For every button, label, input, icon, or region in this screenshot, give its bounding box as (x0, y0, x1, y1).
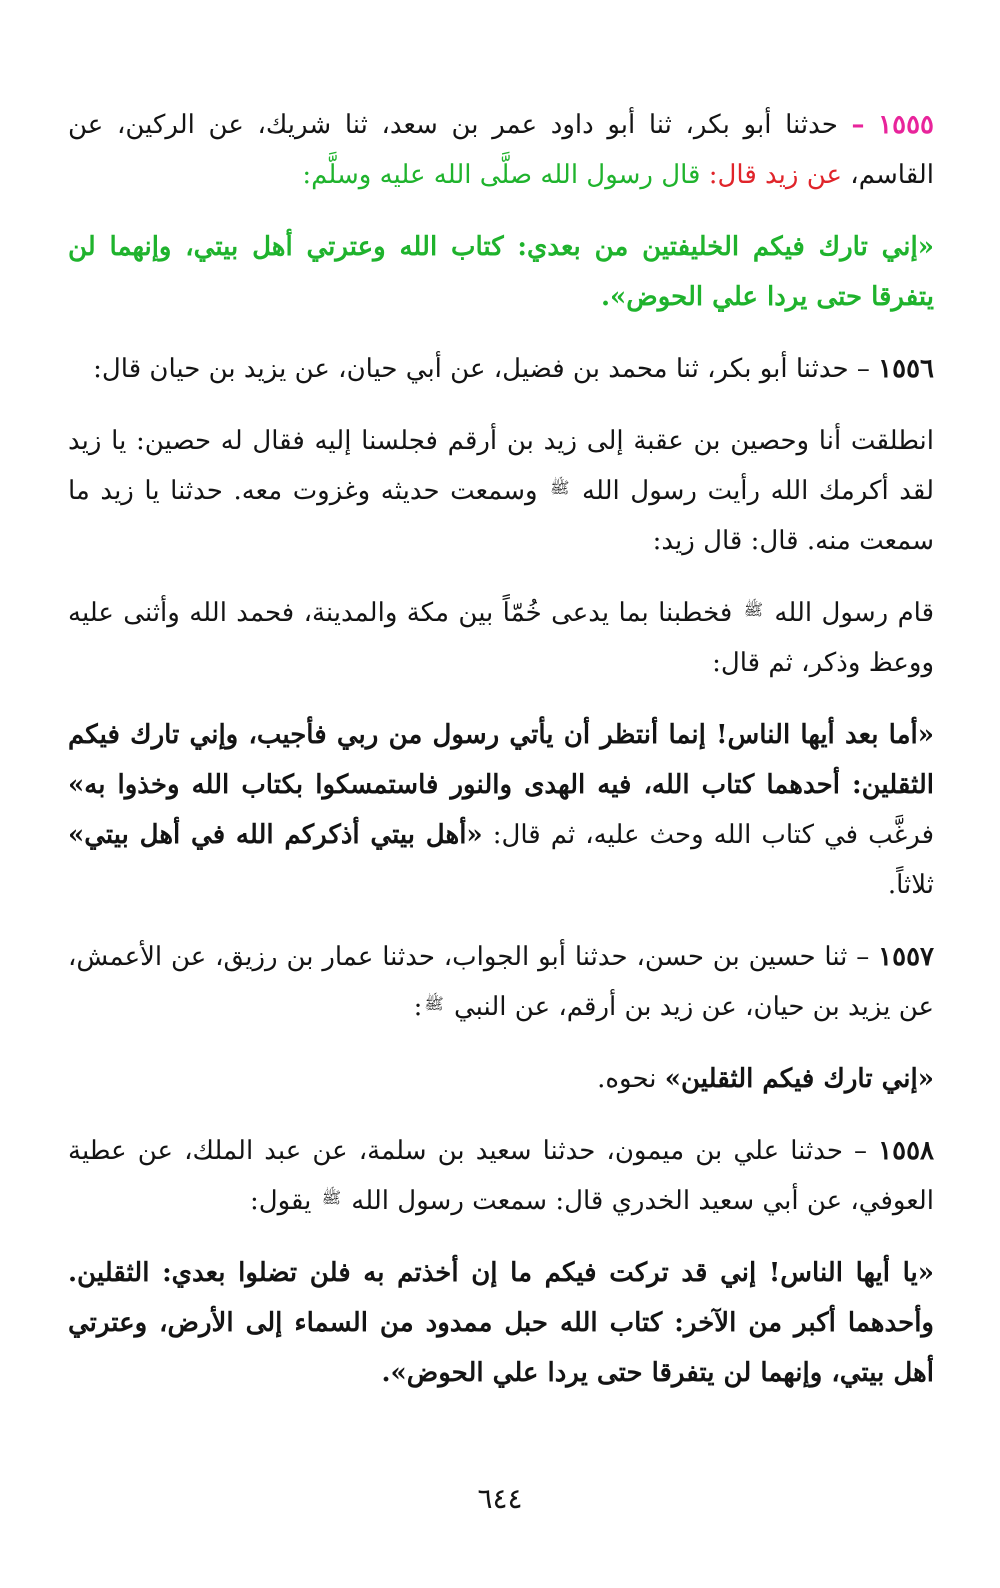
matn-narration: ثلاثاً. (887, 870, 934, 900)
colon: : (413, 992, 423, 1022)
isnad-text: – حدثنا علي بن ميمون، حدثنا سعيد بن سلمة، عن عبد الملك، عن عطية العوفي، عن أبي سعيد الخدري قال: سمعت رسول الله (68, 1136, 934, 1216)
hadith-number: ١٥٥٦ (878, 354, 934, 384)
hadith-number: ١٥٥٧ (878, 942, 935, 972)
isnad-text: حدثنا أبو بكر، ثنا أبو داود عمر بن سعد، ثنا شريك، عن الركين، عن القاسم، (68, 110, 934, 190)
page-number: ٦٤٤ (477, 1482, 523, 1515)
salawat-glyph: ﷺ (321, 1188, 342, 1207)
matn-quote: «إني تارك فيكم الثقلين» (664, 1064, 934, 1094)
isnad-text: – ثنا حسين بن حسن، حدثنا أبو الجواب، حدثنا عمار بن رزيق، عن الأعمش، عن يزيد بن حيان، عن زيد بن أرقم، عن النبي (68, 942, 934, 1022)
isnad-text: يقول: (249, 1186, 312, 1216)
hadith-1557-matn (68, 1054, 934, 1104)
narrator-highlight: عن زيد قال: (708, 160, 843, 190)
matn-quote: «أهل بيتي أذكركم الله في أهل بيتي» (68, 820, 483, 850)
hadith-1557-chain (68, 932, 934, 1032)
salawat-glyph: ﷺ (743, 600, 764, 619)
story-text: انطلقت أنا وحصين بن عقبة إلى زيد بن أرقم فجلسنا إليه فقال له حصين: يا زيد لقد أكرمك الله رأيت رسول الله (68, 426, 935, 506)
isnad-text: – حدثنا أبو بكر، ثنا محمد بن فضيل، عن أبي حيان، عن يزيد بن حيان قال: (93, 354, 870, 384)
context-text: فخطبنا بما يدعى خُمّاً بين مكة والمدينة، فحمد الله وأثنى عليه ووعظ وذكر، ثم قال: (68, 598, 934, 678)
matn-narration: نحوه. (597, 1064, 657, 1094)
salawat-glyph: ﷺ (424, 994, 444, 1013)
hadith-1555-chain (68, 100, 934, 200)
matn-quote: «أما بعد أيها الناس! إنما أنتظر أن يأتي رسول من ربي فأجيب، وإني تارك فيكم الثقلين: أحدهما كتاب الله، فيه الهدى والنور فاستمسكوا بكتاب الله وخذوا به» (68, 720, 934, 800)
page-body (68, 100, 934, 1420)
hadith-number: ١٥٥٥ (878, 110, 935, 140)
hadith-1556-chain (68, 344, 934, 394)
hadith-dash: – (851, 110, 865, 140)
hadith-1558-matn: «يا أيها الناس! إني قد تركت فيكم ما إن أخذتم به فلن تضلوا بعدي: الثقلين. وأحدهما أكبر من الآخر: كتاب الله حبل ممدود من السماء إلى الأرض، وعترتي أهل بيتي، وإنهما لن يتفرقا حتى يردا علي الحوض». (68, 1258, 934, 1388)
hadith-1558-chain (68, 1126, 934, 1226)
hadith-1555-matn: «إني تارك فيكم الخليفتين من بعدي: كتاب الله وعترتي أهل بيتي، وإنهما لن يتفرقا حتى يردا علي الحوض». (68, 232, 934, 312)
hadith-1556-story (68, 416, 934, 566)
hadith-number: ١٥٥٨ (878, 1136, 934, 1166)
hadith-1556-matn (68, 710, 934, 910)
hadith-1556-context (68, 588, 934, 688)
context-text: قام رسول الله (774, 598, 935, 628)
salawat-glyph: ﷺ (550, 478, 570, 497)
prophet-saying-intro: قال رسول الله صلَّى الله عليه وسلَّم: (302, 160, 701, 190)
matn-narration: فرغَّب في كتاب الله وحث عليه، ثم قال: (492, 820, 935, 850)
story-text: وسمعت حديثه وغزوت معه. حدثنا يا زيد ما سمعت منه. قال: قال زيد: (68, 476, 934, 556)
